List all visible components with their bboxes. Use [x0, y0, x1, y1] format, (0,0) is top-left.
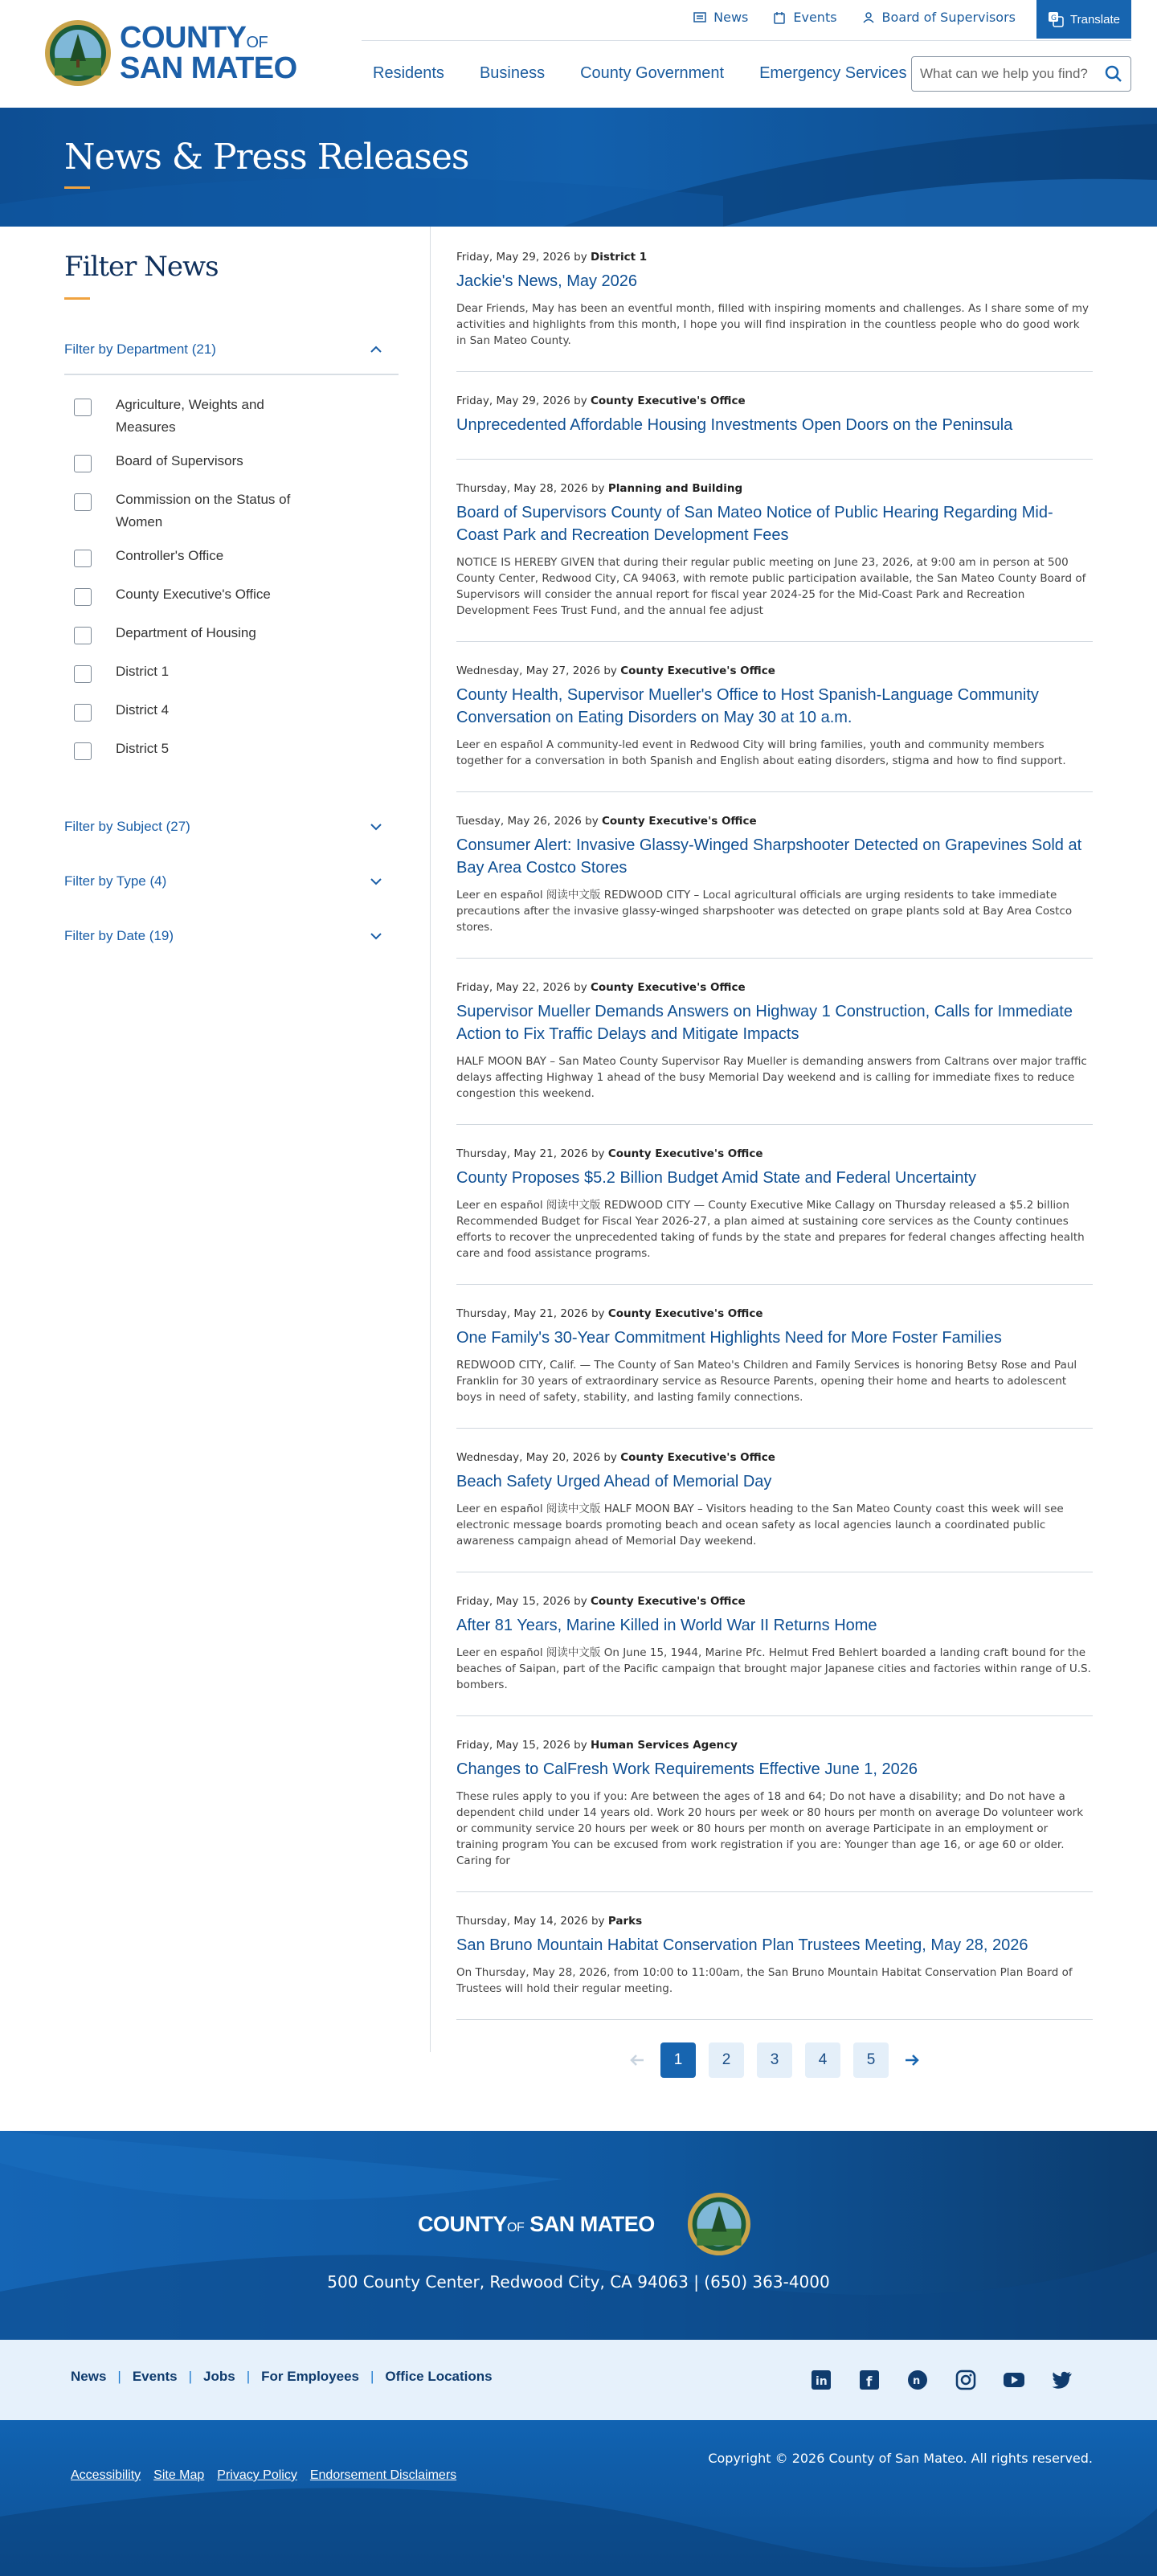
page-5-button[interactable]: 5: [853, 2042, 889, 2078]
article-excerpt: NOTICE IS HEREBY GIVEN that during their regular public meeting on June 23, 2026, at 9:00 am in person at 500 County Center, Redwood City, CA 94063, with remote public participation available, the San Mateo County Board of Supervisors will consider the annual report for fiscal year 2024-25 for the Mid-Coast Park and Recreation Development Fees Trust Fund, and the annual fee adjust: [456, 556, 1086, 617]
article-meta: Friday, May 29, 2026 by County Executive's Office: [456, 395, 746, 407]
article-excerpt: Leer en español 阅读中文版 REDWOOD CITY – Local agricultural officials are urging residents to take immediate precautions after the invasive glassy-winged sharpshooter was detected on grape plants sold at Bay Area Costco stores.: [456, 889, 1073, 934]
article-excerpt: Leer en español 阅读中文版 HALF MOON BAY – Visitors heading to the San Mateo County coast this week will see electronic message boards promoting beach and ocean safety as local agencies launch a coordinated public awareness campaign ahead of Memorial Day weekend.: [456, 1503, 1064, 1548]
checkbox[interactable]: [74, 627, 92, 644]
county-logo[interactable]: [44, 19, 297, 87]
utility-board-link[interactable]: Board of Supervisors: [861, 10, 1016, 25]
article-title-link[interactable]: Unprecedented Affordable Housing Investments Open Doors on the Peninsula: [456, 416, 1013, 434]
utility-nav: [693, 10, 1016, 25]
news-article: [456, 1739, 1093, 1892]
news-article: [456, 1147, 1093, 1285]
article-excerpt: REDWOOD CITY, Calif. — The County of San Mateo's Children and Family Services is honoring Betsy Rose and Paul Franklin for 30 years of extraordinary service as Resource Parents, opening their home and hearts to adolescent boys in need of safety, stability, and lasting family connections.: [456, 1359, 1077, 1404]
sitemap-link[interactable]: Site Map: [153, 2468, 205, 2482]
news-article: [456, 664, 1093, 792]
article-excerpt: HALF MOON BAY – San Mateo County Supervisor Ray Mueller is demanding answers from Caltrans over major traffic delays affecting Highway 1 ahead of the busy Memorial Day weekend and is calling for immediate fixes to reduce congestion this weekend.: [456, 1055, 1087, 1100]
article-title-link[interactable]: Beach Safety Urged Ahead of Memorial Day: [456, 1473, 772, 1490]
people-icon: [861, 10, 876, 25]
page-2-button[interactable]: 2: [709, 2042, 744, 2078]
footer-wordmark: COUNTYOF SAN MATEO: [418, 2211, 655, 2236]
checkbox[interactable]: [74, 493, 92, 511]
next-page-arrow-icon[interactable]: [901, 2050, 922, 2071]
checkbox[interactable]: [74, 742, 92, 760]
filter-title: Filter News: [64, 251, 219, 283]
footer-link-employees[interactable]: For Employees: [261, 2369, 359, 2384]
nav-residents[interactable]: Residents: [373, 64, 444, 82]
footer-legal-band: [0, 2420, 1157, 2576]
news-article: [456, 1451, 1093, 1572]
article-meta: Wednesday, May 20, 2026 by County Executive's Office: [456, 1451, 775, 1464]
news-article: [456, 395, 1093, 460]
article-meta: Thursday, May 21, 2026 by County Executive's Office: [456, 1307, 763, 1320]
article-excerpt: These rules apply to you if you: Are between the ages of 18 and 64; Do not have a disability; and Do not have a dependent child under 14 years old. Work 20 hours per week or 80 hours per month on average Do volunteer work or community service 20 hours per week or 80 hours per month on average Participate in an employment or training program You can be excused from work registration if you are: Younger than age 16, or age 60 or older. Caring for: [456, 1790, 1084, 1867]
article-meta: Friday, May 22, 2026 by County Executive's Office: [456, 981, 746, 994]
translate-button[interactable]: G Translate: [1036, 0, 1131, 39]
article-title-link[interactable]: Consumer Alert: Invasive Glassy-Winged Sharpshooter Detected on Grapevines Sold at Bay Area Costco Stores: [456, 836, 1082, 877]
checkbox[interactable]: [74, 588, 92, 606]
article-meta: Thursday, May 28, 2026 by Planning and Building: [456, 482, 743, 495]
svg-text:n: n: [913, 2375, 921, 2387]
site-header: [0, 0, 1157, 108]
footer-link-news[interactable]: News: [71, 2369, 107, 2384]
youtube-icon[interactable]: [1003, 2369, 1025, 2391]
legal-links: [71, 2468, 456, 2483]
dept-checkbox-item[interactable]: Agriculture, Weights and Measures: [74, 388, 398, 444]
utility-news-link[interactable]: News: [693, 10, 748, 25]
utility-events-link[interactable]: Events: [772, 10, 836, 25]
news-article: [456, 1307, 1093, 1429]
search-input[interactable]: [911, 56, 1131, 92]
article-excerpt: Leer en español 阅读中文版 On June 15, 1944, Marine Pfc. Helmut Fred Behlert boarded a landing craft bound for the beaches of Saipan, part of the Pacific campaign that brought major Japanese cities and factories within range of U.S. bombers.: [456, 1646, 1091, 1691]
dept-checkbox-item[interactable]: District 4: [74, 693, 398, 732]
instagram-icon[interactable]: [955, 2369, 977, 2391]
filter-department-label: Filter by Department (21): [64, 341, 216, 357]
news-article: [456, 251, 1093, 372]
footer-logo[interactable]: [418, 2192, 751, 2256]
department-list[interactable]: [64, 388, 398, 798]
site-footer: [0, 2131, 1157, 2576]
news-article: [456, 815, 1093, 959]
filter-date-label: Filter by Date (19): [64, 928, 174, 943]
title-accent: [64, 186, 90, 189]
header-divider: [362, 40, 1131, 41]
main-content: [0, 227, 1157, 2078]
footer-brand-band: [0, 2131, 1157, 2340]
search-placeholder: What can we help you find?: [920, 66, 1088, 81]
dept-checkbox-item[interactable]: County Executive's Office: [74, 578, 398, 616]
prev-page-arrow-icon: [627, 2050, 648, 2071]
nav-business[interactable]: Business: [479, 64, 546, 82]
main-nav: [373, 64, 906, 83]
calendar-icon: [772, 10, 787, 25]
news-article: [456, 1595, 1093, 1716]
dept-checkbox-item[interactable]: Board of Supervisors: [74, 444, 398, 483]
search-icon[interactable]: [1105, 65, 1122, 83]
news-article: [456, 482, 1093, 642]
page-title: News & Press Releases: [64, 137, 469, 178]
svg-text:G: G: [1051, 14, 1057, 22]
article-meta: Friday, May 15, 2026 by County Executive's Office: [456, 1595, 746, 1608]
svg-text:in: in: [816, 2375, 828, 2388]
pagination: [456, 2042, 1093, 2078]
footer-nav: News | Events | Jobs | For Employees | Office Locations: [71, 2369, 493, 2384]
chevron-down-icon: [369, 874, 383, 889]
county-wordmark: COUNTYOF SAN MATEO: [120, 21, 297, 85]
article-excerpt: On Thursday, May 28, 2026, from 10:00 to 11:00am, the San Bruno Mountain Habitat Conservation Plan Board of Trustees will hold their regular meeting.: [456, 1966, 1073, 1995]
article-meta: Friday, May 29, 2026 by District 1: [456, 251, 648, 264]
article-meta: Thursday, May 14, 2026 by Parks: [456, 1915, 643, 1928]
article-title-link[interactable]: One Family's 30-Year Commitment Highlights Need for More Foster Families: [456, 1329, 1002, 1347]
article-excerpt: Dear Friends, May has been an eventful month, filled with inspiring moments and challenges. As I share some of my activities and highlights from this month, I hope you will find inspiration in the countless people who do good work in San Mateo County.: [456, 302, 1089, 347]
dept-checkbox-item[interactable]: Department of Housing: [74, 616, 398, 655]
filter-subject-toggle[interactable]: [64, 819, 398, 835]
chevron-down-icon: [369, 929, 383, 943]
dept-checkbox-item[interactable]: Commission on the Status of Women: [74, 483, 398, 539]
article-title-link[interactable]: Board of Supervisors County of San Mateo Notice of Public Hearing Regarding Mid-Coast Park and Recreation Development Fees: [456, 504, 1053, 544]
news-list: [431, 227, 1157, 2078]
article-title-link[interactable]: After 81 Years, Marine Killed in World War II Returns Home: [456, 1617, 877, 1634]
dept-checkbox-item[interactable]: Controller's Office: [74, 539, 398, 578]
filter-type-label: Filter by Type (4): [64, 873, 167, 889]
footer-link-jobs[interactable]: Jobs: [203, 2369, 235, 2384]
chevron-down-icon: [369, 820, 383, 834]
privacy-policy-link[interactable]: Privacy Policy: [217, 2468, 297, 2482]
checkbox[interactable]: [74, 399, 92, 416]
footer-link-offices[interactable]: Office Locations: [385, 2369, 493, 2384]
filter-type-toggle[interactable]: [64, 873, 398, 889]
filter-subject-label: Filter by Subject (27): [64, 819, 190, 834]
linkedin-icon[interactable]: [810, 2369, 832, 2391]
article-title-link[interactable]: Jackie's News, May 2026: [456, 272, 638, 290]
article-meta: Friday, May 15, 2026 by Human Services Agency: [456, 1739, 738, 1752]
page-4-button[interactable]: 4: [805, 2042, 840, 2078]
footer-links-band: [0, 2340, 1157, 2420]
copyright-text: Copyright © 2026 County of San Mateo. All rights reserved.: [708, 2451, 1093, 2466]
filter-sidebar: [0, 227, 431, 2052]
county-seal-icon: [44, 19, 112, 87]
nextdoor-icon[interactable]: [906, 2369, 929, 2391]
news-article: [456, 1915, 1093, 2020]
dept-checkbox-item[interactable]: District 5: [74, 732, 398, 771]
checkbox[interactable]: [74, 665, 92, 683]
article-title-link[interactable]: Supervisor Mueller Demands Answers on Highway 1 Construction, Calls for Immediate Action to Fix Traffic Delays and Mitigate Impacts: [456, 1003, 1073, 1043]
accessibility-link[interactable]: Accessibility: [71, 2468, 141, 2482]
chevron-up-icon: [369, 342, 383, 357]
county-seal-icon: [687, 2192, 751, 2256]
page-banner: [0, 108, 1157, 227]
newspaper-icon: [693, 10, 707, 25]
article-excerpt: Leer en español 阅读中文版 REDWOOD CITY — County Executive Mike Callagy on Thursday released a $5.2 billion Recommended Budget for Fiscal Year 2026-27, a plan aimed at sustaining core services as the County continues efforts to recover the unprecedented taking of funds by the state and prepares for federal changes affecting health care and food assistance programs.: [456, 1199, 1085, 1260]
filter-date-toggle[interactable]: [64, 928, 398, 944]
article-title-link[interactable]: County Health, Supervisor Mueller's Office to Host Spanish-Language Community Conversation on Eating Disorders on May 30 at 10 a.m.: [456, 686, 1039, 726]
news-article: [456, 981, 1093, 1125]
svg-text:f: f: [866, 2374, 873, 2390]
footer-wave-decoration: [0, 2420, 1157, 2576]
page-3-button[interactable]: 3: [757, 2042, 792, 2078]
dept-checkbox-item[interactable]: District 1: [74, 655, 398, 693]
twitter-icon[interactable]: [1051, 2369, 1073, 2391]
endorsement-disclaimers-link[interactable]: Endorsement Disclaimers: [309, 2468, 457, 2482]
article-title-link[interactable]: County Proposes $5.2 Billion Budget Amid State and Federal Uncertainty: [456, 1169, 977, 1187]
nav-county-government[interactable]: County Government: [580, 64, 725, 82]
translate-icon: [1048, 11, 1064, 27]
filter-divider: [64, 374, 399, 375]
social-links: [810, 2369, 1073, 2391]
checkbox[interactable]: [74, 550, 92, 567]
checkbox[interactable]: [74, 455, 92, 472]
footer-address: 500 County Center, Redwood City, CA 94063 | (650) 363-4000: [327, 2272, 830, 2292]
filter-title-accent: [64, 297, 90, 300]
facebook-icon[interactable]: [858, 2369, 881, 2391]
checkbox[interactable]: [74, 704, 92, 722]
filter-department-toggle[interactable]: [64, 341, 398, 358]
footer-link-events[interactable]: Events: [132, 2369, 178, 2384]
article-meta: Thursday, May 21, 2026 by County Executive's Office: [456, 1147, 763, 1160]
nav-emergency-services[interactable]: Emergency Services: [759, 64, 907, 82]
article-meta: Wednesday, May 27, 2026 by County Executive's Office: [456, 664, 775, 677]
article-excerpt: Leer en español A community-led event in Redwood City will bring families, youth and community members together for a conversation in both Spanish and English about eating disorders, stigma and how to find support.: [456, 738, 1066, 767]
article-title-link[interactable]: Changes to CalFresh Work Requirements Effective June 1, 2026: [456, 1760, 918, 1778]
article-meta: Tuesday, May 26, 2026 by County Executive's Office: [456, 815, 757, 828]
article-title-link[interactable]: San Bruno Mountain Habitat Conservation Plan Trustees Meeting, May 28, 2026: [456, 1936, 1028, 1954]
page-1-button[interactable]: 1: [660, 2042, 696, 2078]
